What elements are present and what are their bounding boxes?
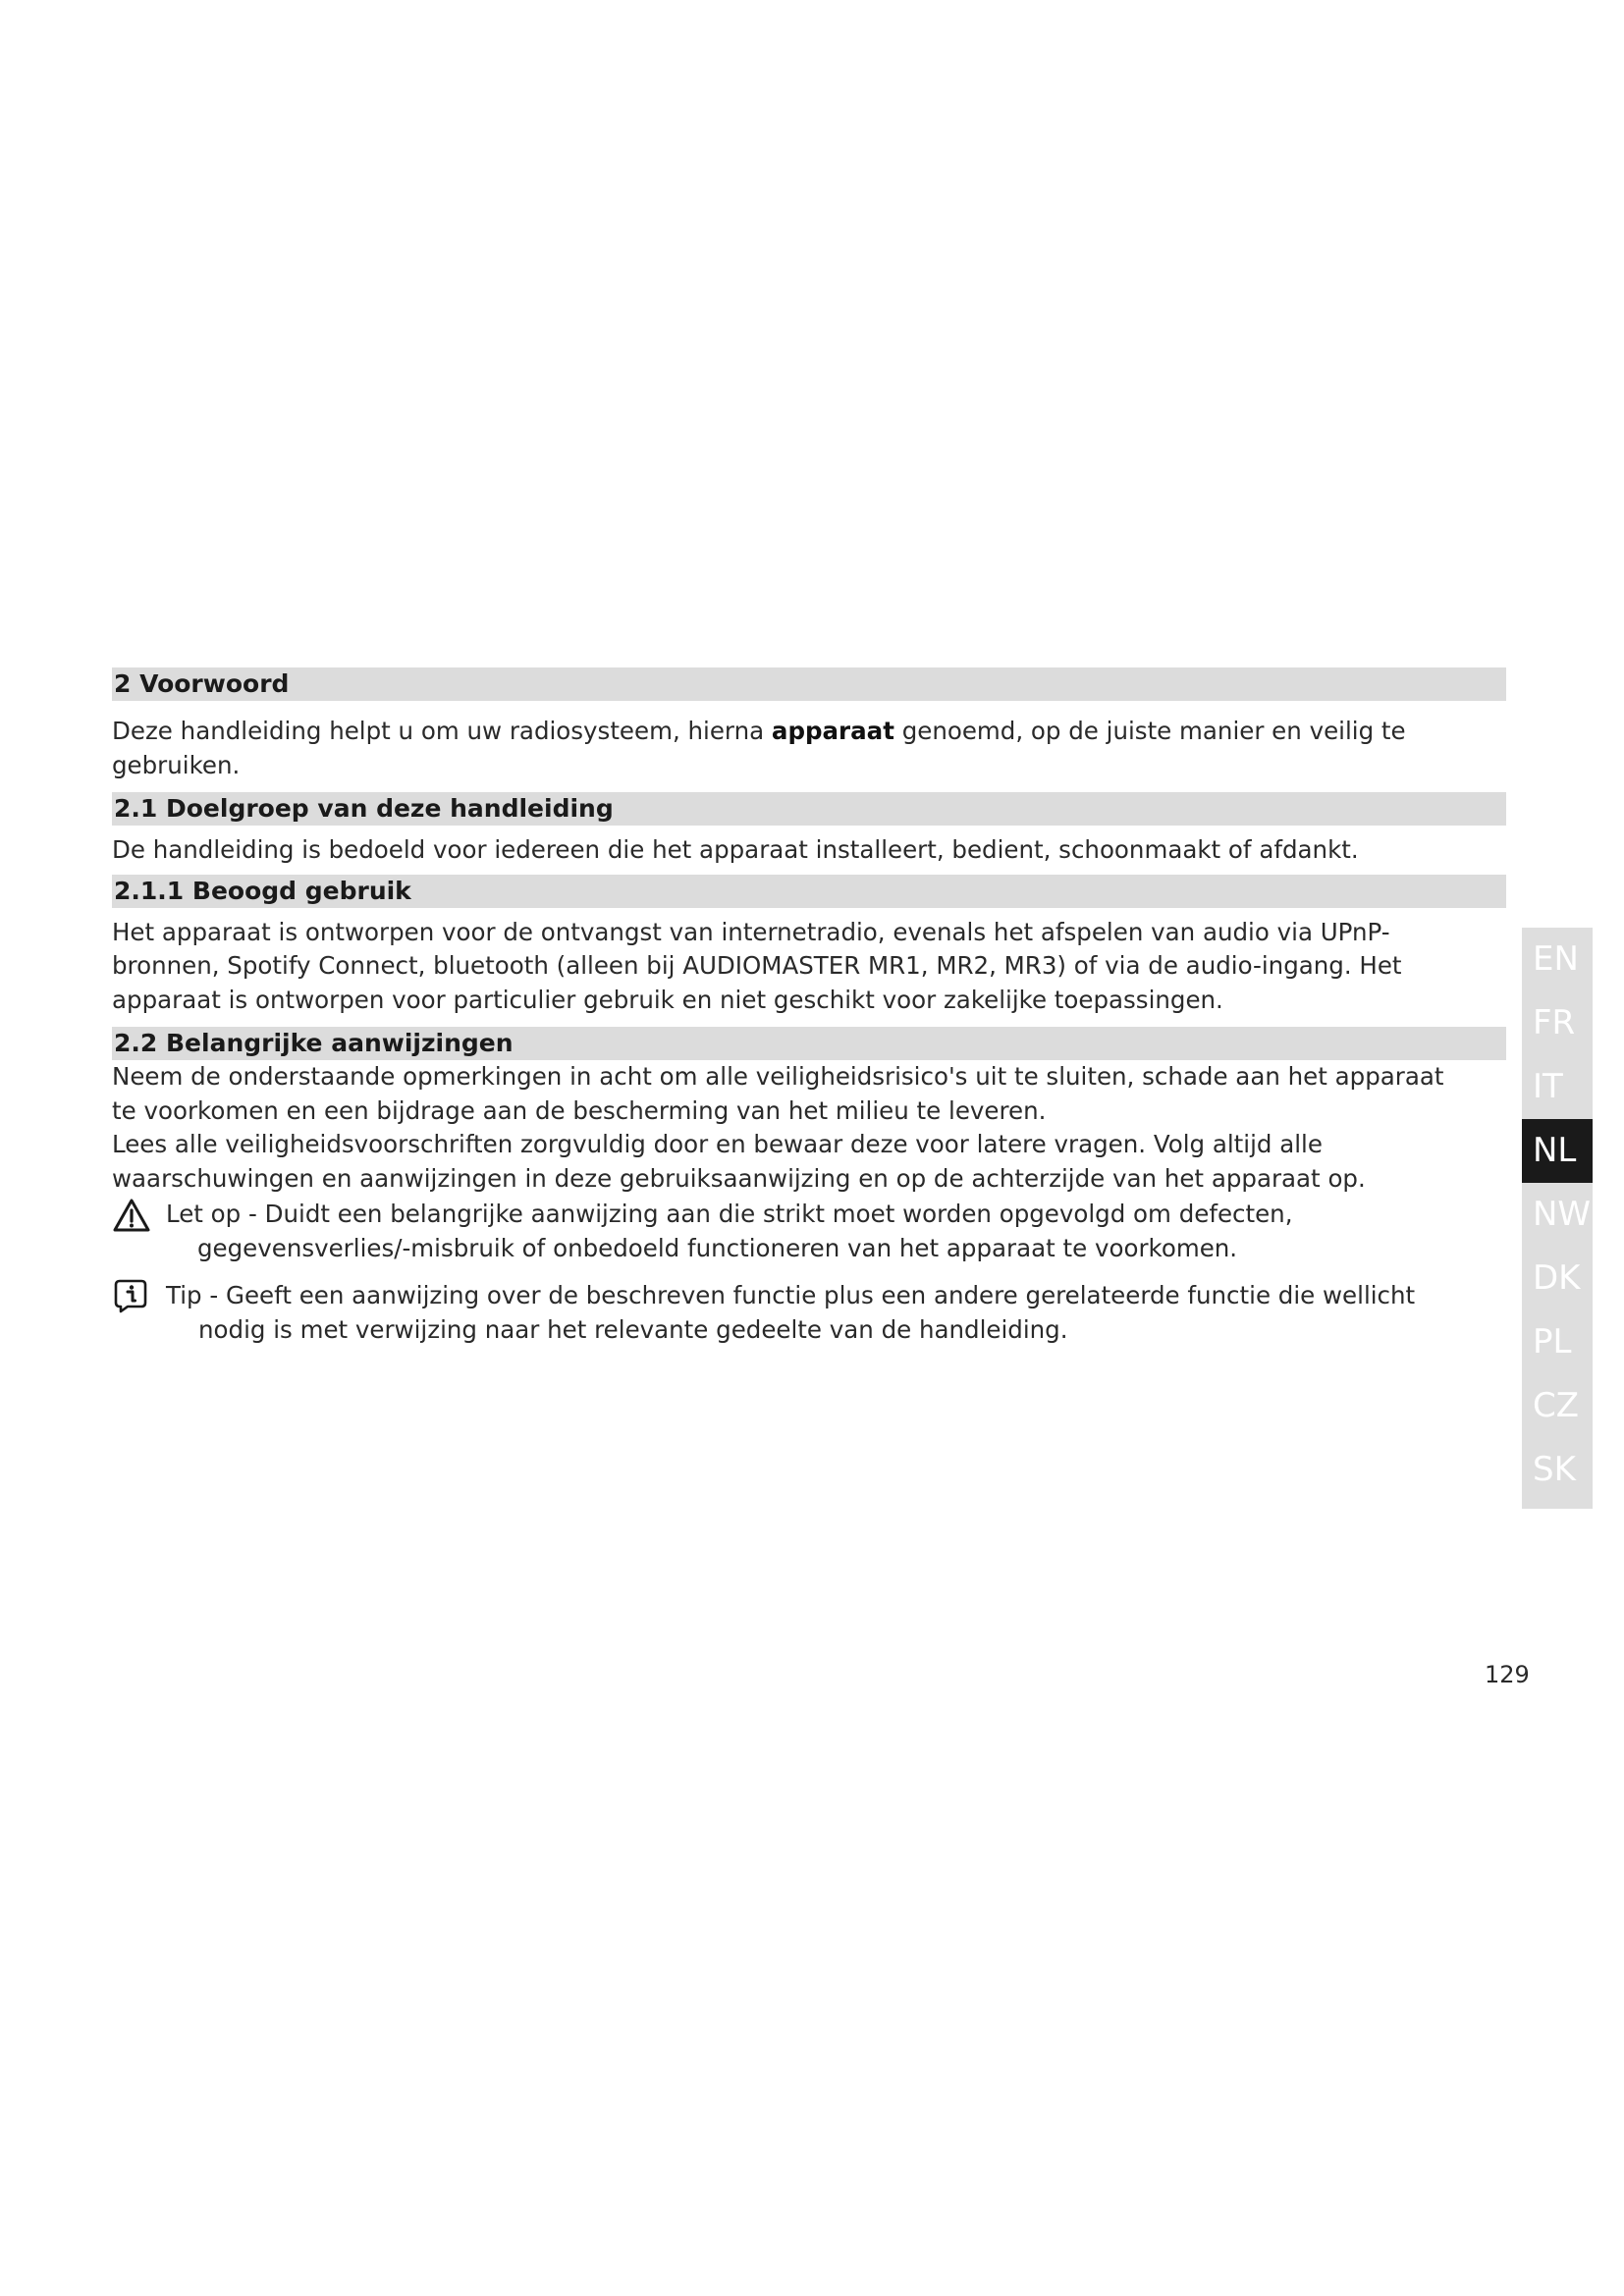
language-tab-fr[interactable]: FR — [1533, 1003, 1576, 1042]
paragraph-doelgroep — [112, 833, 1506, 868]
warning-line: Let op - Duidt een belangrijke aanwijzing aan die strikt moet worden opgevolgd om defecten, — [166, 1200, 1293, 1228]
paragraph-line: gebruiken. — [112, 750, 241, 779]
language-tab-it[interactable]: IT — [1533, 1067, 1563, 1106]
paragraph-line: waarschuwingen en aanwijzingen in deze gebruiksaanwijzing en op de achterzijde van het apparaat op. — [112, 1163, 1366, 1193]
paragraph-voorwoord — [112, 715, 1506, 782]
section-heading-doelgroep: 2.1 Doelgroep van deze handleiding — [112, 792, 1506, 826]
tip-line: nodig is met verwijzing naar het relevante gedeelte van de handleiding. — [198, 1314, 1068, 1344]
language-tab-nl[interactable]: NL — [1522, 1119, 1593, 1183]
warning-triangle-icon — [112, 1198, 151, 1243]
page-number: 129 — [1485, 1661, 1530, 1688]
tip-note — [112, 1279, 1506, 1347]
warning-line: gegevensverlies/-misbruik of onbedoeld functioneren van het apparaat te voorkomen. — [197, 1233, 1238, 1262]
language-tab-dk[interactable]: DK — [1533, 1258, 1581, 1298]
warning-note — [112, 1198, 1506, 1265]
language-tab-en[interactable]: EN — [1533, 939, 1579, 979]
language-tab-cz[interactable]: CZ — [1533, 1386, 1580, 1425]
paragraph-belangrijke-aanwijzingen — [112, 1060, 1506, 1196]
paragraph-line: bronnen, Spotify Connect, bluetooth (alleen bij AUDIOMASTER MR1, MR2, MR3) of via de audio-ingang. Het — [112, 951, 1402, 980]
info-icon — [112, 1277, 149, 1324]
paragraph-line: te voorkomen en een bijdrage aan de bescherming van het milieu te leveren. — [112, 1095, 1047, 1125]
section-heading-voorwoord: 2 Voorwoord — [112, 667, 1506, 701]
language-tab-sk[interactable]: SK — [1533, 1450, 1576, 1489]
language-tab-pl[interactable]: PL — [1533, 1322, 1572, 1362]
paragraph-line: apparaat is ontworpen voor particulier gebruik en niet geschikt voor zakelijke toepassingen. — [112, 985, 1223, 1014]
paragraph-line: Lees alle veiligheidsvoorschriften zorgvuldig door en bewaar deze voor latere vragen. Volg altijd alle — [112, 1130, 1323, 1158]
section-heading-beoogd-gebruik: 2.1.1 Beoogd gebruik — [112, 875, 1506, 908]
manual-content — [112, 667, 1506, 1347]
bold-term: apparaat — [771, 717, 894, 745]
language-index-bar — [1522, 928, 1593, 1509]
paragraph-line: Het apparaat is ontworpen voor de ontvangst van internetradio, evenals het afspelen van audio via UPnP- — [112, 917, 1390, 946]
paragraph-line: Neem de onderstaande opmerkingen in acht om alle veiligheidsrisico's uit te sluiten, schade aan het apparaat — [112, 1062, 1444, 1091]
tip-line: Tip - Geeft een aanwijzing over de beschreven functie plus een andere gerelateerde functie die wellicht — [166, 1281, 1416, 1309]
paragraph-line: Deze handleiding helpt u om uw radiosysteem, hierna apparaat genoemd, op de juiste manier en veilig te — [112, 717, 1406, 745]
paragraph-beoogd-gebruik — [112, 916, 1506, 1018]
language-tab-nw[interactable]: NW — [1533, 1195, 1592, 1234]
paragraph-line: De handleiding is bedoeld voor iedereen die het apparaat installeert, bedient, schoonmaakt of afdankt. — [112, 835, 1359, 864]
section-heading-belangrijke-aanwijzingen: 2.2 Belangrijke aanwijzingen — [112, 1027, 1506, 1060]
